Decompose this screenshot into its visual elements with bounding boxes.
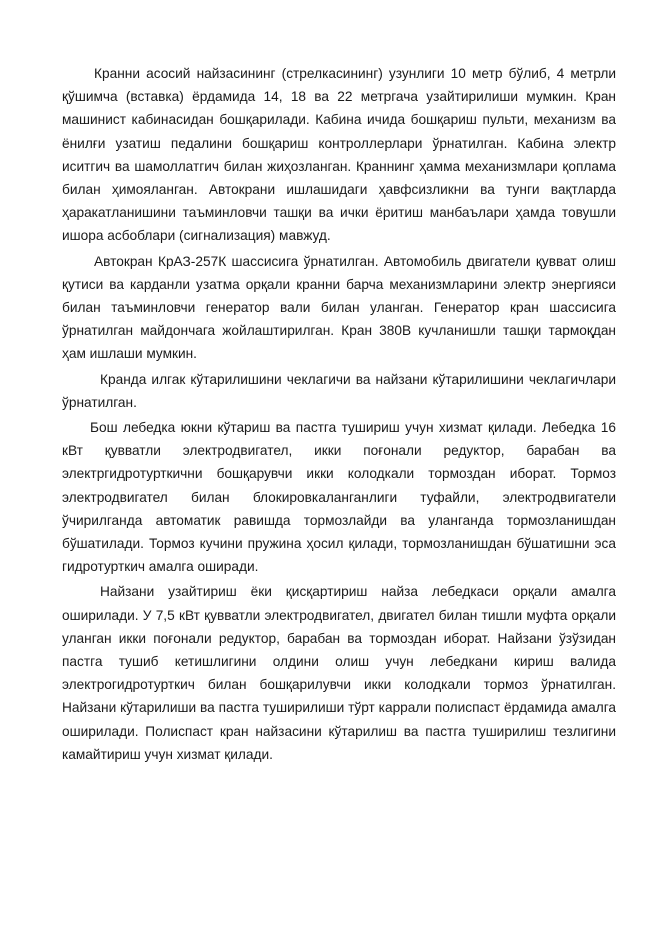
paragraph-boom-winch: Найзани узайтириш ёки қисқартириш найза лебедкаси орқали амалга оширилади. У 7,5 кВт қувватли электродвигател, двигател билан тишли муфта орқали уланган икки поғонали редуктор, барабан ва тормоздан иборат. Найзани ўзўзидан пастга тушиб кетишлигини олдини олиш учун лебедкани кириш валида электрогидротурткич билан бошқарилувчи икки колодкали тормоз ўрнатилган. Найзани кўтарилиши ва пастга туширилиши тўрт каррали полиспаст ёрдамида амалга оширилади. Полиспаст кран найзасини кўтарилиш ва пастга туширилиш тезлигини камайтириш учун хизмат қилади.: [62, 584, 616, 762]
document-page: [62, 62, 616, 768]
paragraph-chassis: Автокран КрАЗ-257К шассисига ўрнатилган. Автомобиль двигатели қувват олиш қутиси ва карданли узатма орқали кранни барча механизмларини электр энергияси билан таъминловчи генератор вали билан уланган. Генератор кран шассисига ўрнатилган майдончага жойлаштирилган. Кран 380В кучланишли ташқи тармоқдан ҳам ишлаши мумкин.: [62, 253, 616, 362]
paragraph-boom-length: Кранни асосий найзасининг (стрелкасининг) узунлиги 10 метр бўлиб, 4 метрли қўшимча (вставка) ёрдамида 14, 18 ва 22 метргача узайтирилиши мумкин. Кран машинист кабинасидан бошқарилади. Кабина ичида бошқариш пульти, механизм ва ёнилғи узатиш педалини бошқариш контроллерлари ўрнатилган. Кабина электр иситгич ва шамоллатгич билан жиҳозланган. Краннинг ҳамма механизмлари қоплама билан ҳимояланган. Автокрани ишлашидаги ҳавфсизликни ва тунги вақтларда ҳаракатланишини таъминловчи ташқи ва ички ёритиш манбаълари ҳамда товушли ишора асбоблари (сигнализация) мавжуд.: [62, 66, 616, 244]
paragraph-main-winch: Бош лебедка юкни кўтариш ва пастга тушириш учун хизмат қилади. Лебедка 16 кВт қувватли электродвигател, икки поғонали редуктор, барабан ва электргидротурткични бошқарувчи икки колодкали тормоздан иборат. Тормоз электродвигател билан блокировкаланганлиги туфайли, электродвигатели ўчирилганда автоматик равишда тормозлайди ва уланганда тормозланишдан бўшатилади. Тормоз кучини пружина ҳосил қилади, тормозланишдан бўшатишни эса гидротурткич амалга оширади.: [62, 420, 616, 575]
paragraph-limiters: Кранда илгак кўтарилишини чеклагичи ва найзани кўтарилишини чеклагичлари ўрнатилган.: [62, 371, 616, 410]
